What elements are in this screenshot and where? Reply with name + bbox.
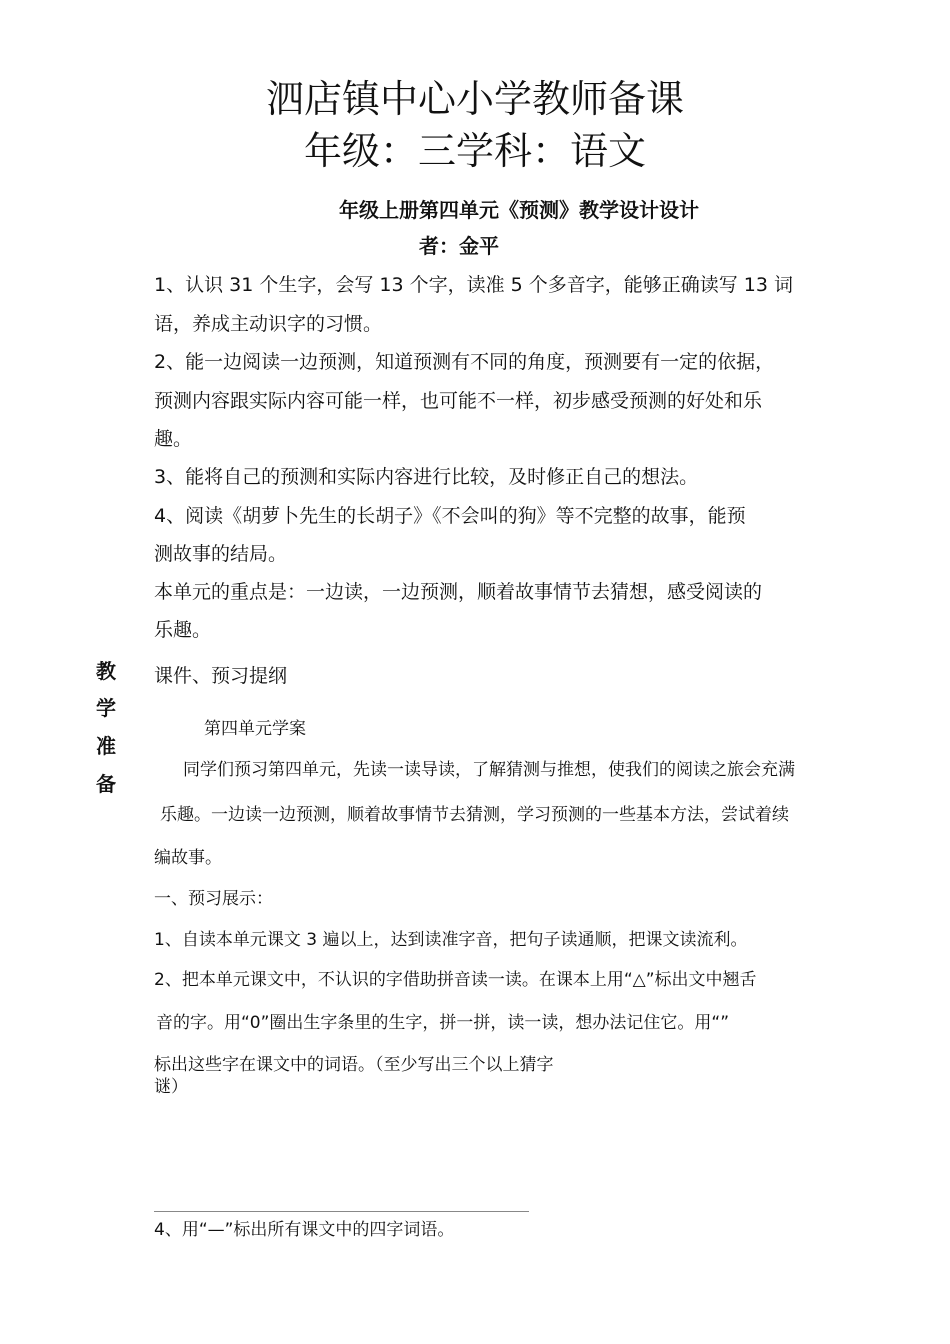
key-point-line: 本单元的重点是：一边读，一边预测，顺着故事情节去猜想，感受阅读的	[154, 581, 763, 603]
preview-item: 1、自读本单元课文 3 遍以上，达到读准字音，把句子读通顺，把课文读流利。	[154, 930, 748, 950]
plan-intro-line: 同学们预习第四单元，先读一读导读，了解猜测与推想，使我们的阅读之旅会充满	[183, 760, 795, 780]
objective-line: 预测内容跟实际内容可能一样，也可能不一样，初步感受预测的好处和乐	[154, 390, 763, 412]
design-heading: 年级上册第四单元《预测》教学设计设计	[339, 198, 699, 222]
plan-intro-line: 编故事。	[154, 848, 222, 868]
prep-label-char: 准	[96, 734, 116, 758]
page-title: 泗店镇中心小学教师备课	[265, 77, 684, 121]
plan-title: 第四单元学案	[204, 719, 306, 739]
preview-item: 4、用“—”标出所有课文中的四字词语。	[154, 1220, 455, 1240]
objective-line: 测故事的结局。	[154, 543, 288, 565]
objective-line: 趣。	[154, 428, 193, 450]
prep-label-char: 备	[96, 772, 116, 796]
divider-line	[154, 1211, 529, 1212]
prep-label-char: 教	[96, 659, 116, 683]
plan-intro-line: 乐趣。一边读一边预测，顺着故事情节去猜测，学习预测的一些基本方法，尝试着续	[160, 805, 789, 825]
key-point-line: 乐趣。	[154, 619, 212, 641]
preview-item: 标出这些字在课文中的词语。（至少写出三个以上猜字	[154, 1055, 554, 1075]
objective-line: 4、阅读《胡萝卜先生的长胡子》《不会叫的狗》等不完整的故事，能预	[154, 505, 746, 527]
objective-line: 3、能将自己的预测和实际内容进行比较，及时修正自己的想法。	[154, 466, 699, 488]
prep-materials: 课件、预习提纲	[154, 665, 288, 687]
objective-line: 1、认识 31 个生字，会写 13 个字，读准 5 个多音字，能够正确读写 13 词	[154, 274, 794, 296]
prep-label-char: 学	[96, 696, 116, 720]
section-heading: 一、预习展示：	[154, 889, 273, 909]
preview-item: 谜）	[154, 1077, 188, 1097]
objective-line: 语，养成主动识字的习惯。	[154, 313, 383, 335]
preview-item: 音的字。用“0”圈出生字条里的生字，拼一拼，读一读，想办法记住它。用“”	[156, 1013, 730, 1033]
grade-subject-line: 年级：三学科：语文	[303, 129, 646, 173]
objective-line: 2、能一边阅读一边预测，知道预测有不同的角度，预测要有一定的依据，	[154, 351, 775, 373]
preview-item: 2、把本单元课文中，不认识的字借助拼音读一读。在课本上用“△”标出文中翘舌	[154, 970, 757, 990]
author-line: 者：金平	[419, 234, 499, 258]
